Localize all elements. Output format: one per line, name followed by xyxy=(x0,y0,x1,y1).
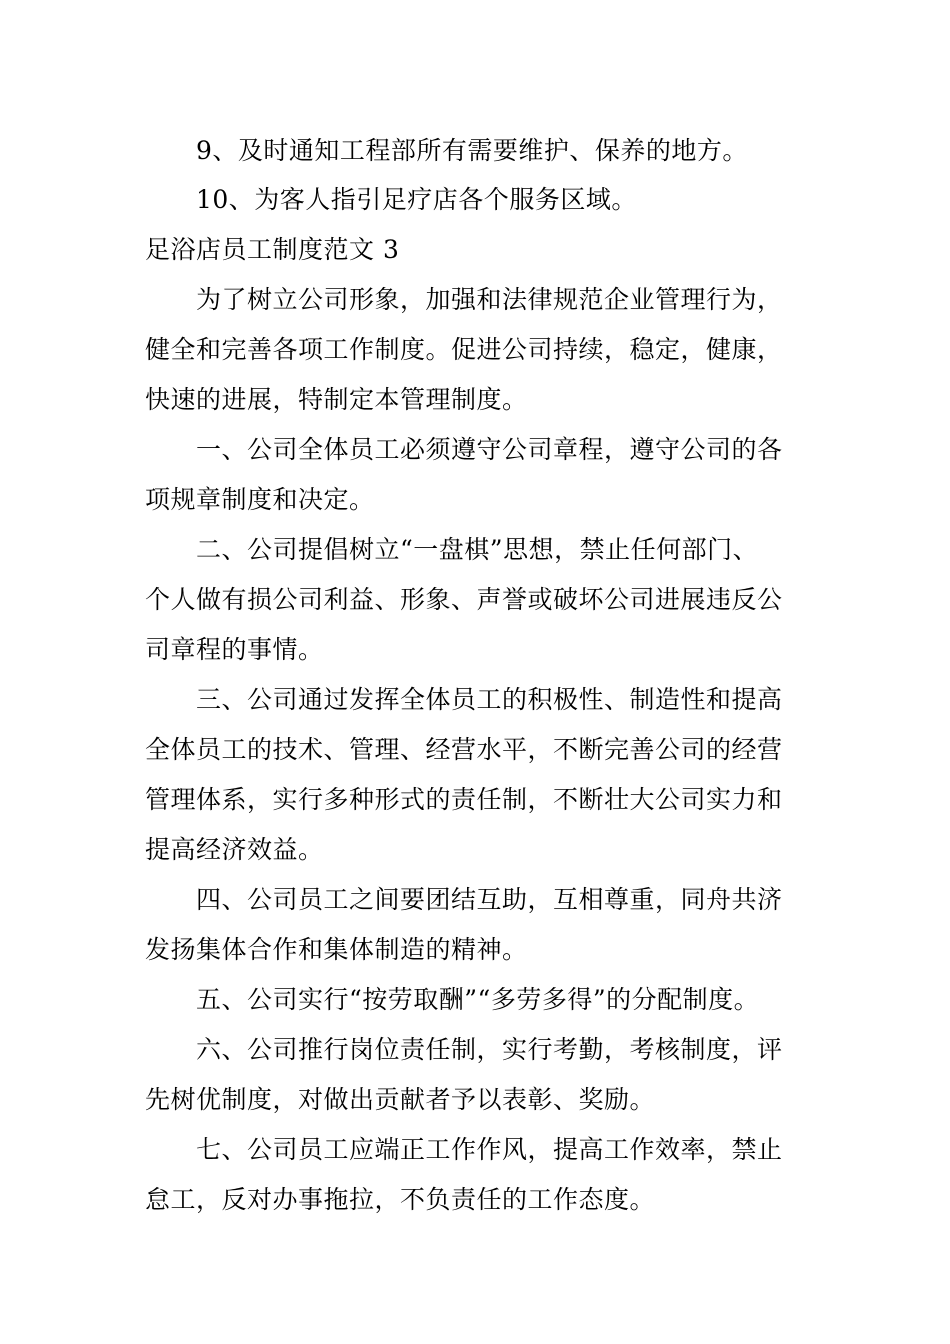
rule-2-line-1: 二、公司提倡树立“一盘棋”思想，禁止任何部门、 xyxy=(196,535,759,564)
intro-line-2: 健全和完善各项工作制度。促进公司持续，稳定，健康， xyxy=(145,335,783,364)
rule-6-line-2: 先树优制度，对做出贡献者予以表彰、奖励。 xyxy=(145,1085,656,1114)
section-heading: 足浴店员工制度范文 3 xyxy=(145,235,400,264)
intro-line-3: 快速的进展，特制定本管理制度。 xyxy=(145,385,528,414)
rule-3-line-1: 三、公司通过发挥全体员工的积极性、制造性和提高 xyxy=(196,685,783,714)
rule-7-line-2: 怠工，反对办事拖拉，不负责任的工作态度。 xyxy=(145,1185,656,1214)
rule-3-line-4: 提高经济效益。 xyxy=(145,835,324,864)
intro-line-1: 为了树立公司形象，加强和法律规范企业管理行为， xyxy=(196,285,783,314)
rule-3-line-3: 管理体系，实行多种形式的责任制，不断壮大公司实力和 xyxy=(145,785,783,814)
rule-6-line-1: 六、公司推行岗位责任制，实行考勤，考核制度，评 xyxy=(196,1035,783,1064)
rule-1-line-2: 项规章制度和决定。 xyxy=(145,485,375,514)
rule-5-line-1: 五、公司实行“按劳取酬”“多劳多得”的分配制度。 xyxy=(196,985,760,1014)
rule-3-line-2: 全体员工的技术、管理、经营水平，不断完善公司的经营 xyxy=(145,735,783,764)
item-9-line: 9、及时通知工程部所有需要维护、保养的地方。 xyxy=(196,136,748,165)
rule-4-line-1: 四、公司员工之间要团结互助，互相尊重，同舟共济 xyxy=(196,885,783,914)
rule-1-line-1: 一、公司全体员工必须遵守公司章程，遵守公司的各 xyxy=(196,435,783,464)
rule-4-line-2: 发扬集体合作和集体制造的精神。 xyxy=(145,935,528,964)
item-10-line: 10、为客人指引足疗店各个服务区域。 xyxy=(196,185,637,214)
rule-7-line-1: 七、公司员工应端正工作作风，提高工作效率，禁止 xyxy=(196,1135,783,1164)
rule-2-line-2: 个人做有损公司利益、形象、声誉或破坏公司进展违反公 xyxy=(145,585,783,614)
rule-2-line-3: 司章程的事情。 xyxy=(145,635,324,664)
